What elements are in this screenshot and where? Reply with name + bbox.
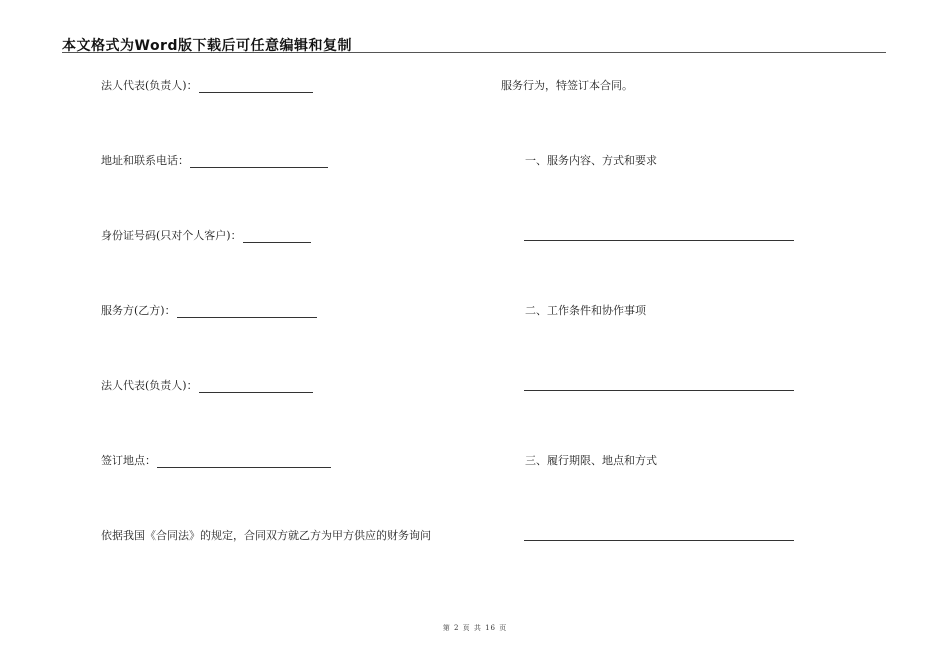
field-label: 身份证号码(只对个人客户)：	[101, 229, 242, 242]
fill-in-line[interactable]	[524, 390, 794, 391]
fill-in-blank[interactable]	[199, 382, 313, 393]
field-label: 地址和联系电话：	[101, 154, 189, 167]
field-label: 法人代表(负责人)：	[101, 379, 198, 392]
section-heading-service-content	[525, 154, 657, 168]
fill-in-blank[interactable]	[199, 82, 313, 93]
field-legal-representative-2	[101, 379, 313, 393]
fill-in-blank[interactable]	[157, 457, 331, 468]
section-heading-work-conditions	[525, 304, 646, 318]
section-heading: 一、服务内容、方式和要求	[525, 154, 657, 167]
fill-in-blank[interactable]	[243, 232, 311, 243]
fill-in-blank[interactable]	[177, 307, 317, 318]
field-address-phone	[101, 154, 328, 168]
contract-preamble	[101, 529, 431, 543]
field-signing-place	[101, 454, 331, 468]
fill-in-line[interactable]	[524, 240, 794, 241]
fill-in-line[interactable]	[524, 540, 794, 541]
fill-in-blank[interactable]	[190, 157, 328, 168]
field-service-provider	[101, 304, 317, 318]
section-heading-term-place-method	[525, 454, 657, 468]
field-label: 法人代表(负责人)：	[101, 79, 198, 92]
field-id-number	[101, 229, 311, 243]
field-label: 签订地点：	[101, 454, 156, 467]
page-number-footer: 第 2 页 共 16 页	[442, 624, 508, 632]
section-heading: 二、工作条件和协作事项	[525, 304, 646, 317]
field-legal-representative	[101, 79, 313, 93]
paragraph-text: 依据我国《合同法》的规定，合同双方就乙方为甲方供应的财务询问	[101, 529, 431, 542]
section-heading: 三、履行期限、地点和方式	[525, 454, 657, 467]
document-header-title: 本文格式为Word版下载后可任意编辑和复制	[62, 38, 352, 54]
paragraph-text: 服务行为，特签订本合同。	[501, 79, 633, 92]
field-label: 服务方(乙方)：	[101, 304, 176, 317]
contract-preamble-continued	[501, 79, 633, 93]
header-rule	[62, 52, 886, 53]
